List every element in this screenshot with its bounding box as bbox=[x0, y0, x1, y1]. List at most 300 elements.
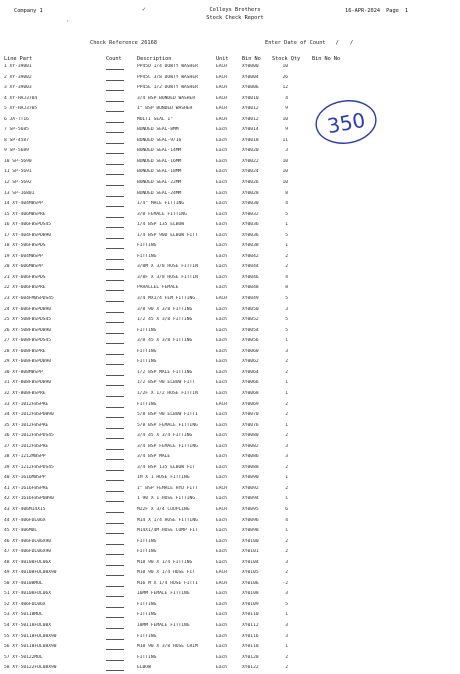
table-row bbox=[0, 357, 460, 368]
row-stock-qty: 3 bbox=[285, 622, 288, 628]
table-row bbox=[0, 62, 460, 73]
row-part: 4 XY-HAJ3704 bbox=[4, 95, 38, 101]
row-part: 33 XY-1012FBSPRE bbox=[4, 401, 49, 407]
count-entry-line[interactable] bbox=[106, 343, 124, 344]
row-stock-qty: 2 bbox=[285, 433, 288, 439]
count-entry-line[interactable] bbox=[106, 312, 124, 313]
row-unit: Each bbox=[216, 454, 228, 460]
row-unit: Each bbox=[216, 243, 228, 249]
count-entry-line[interactable] bbox=[106, 290, 124, 291]
row-part: 39 XY-1212FBSPDS45 bbox=[4, 464, 54, 470]
row-part: 52 XY-406FDL06X bbox=[4, 601, 46, 607]
row-part: 43 XY-406M14X15 bbox=[4, 506, 46, 512]
count-entry-line[interactable] bbox=[106, 628, 124, 629]
row-description: FITTING bbox=[137, 327, 157, 333]
col-description: Description bbox=[137, 56, 172, 62]
col-stock-qty: Stock Qty bbox=[272, 56, 301, 62]
count-entry-line[interactable] bbox=[106, 227, 124, 228]
count-entry-line[interactable] bbox=[106, 607, 124, 608]
row-unit: Each bbox=[216, 253, 228, 259]
row-stock-qty: 4 bbox=[285, 274, 288, 280]
row-bin: XY0042 bbox=[242, 253, 259, 259]
row-stock-qty: 9 bbox=[285, 127, 288, 133]
count-entry-line[interactable] bbox=[106, 470, 124, 471]
row-unit: EACH bbox=[216, 401, 228, 407]
row-unit: Each bbox=[216, 359, 228, 365]
table-row bbox=[0, 494, 460, 505]
row-part: 12 SP-5692 bbox=[4, 180, 32, 186]
table-row bbox=[0, 146, 460, 157]
table-row bbox=[0, 410, 460, 421]
row-description: BONDED SEAL-8MM bbox=[137, 127, 179, 133]
row-part: 5 XY-HAJ3705 bbox=[4, 106, 38, 112]
table-row bbox=[0, 305, 460, 316]
row-bin: XY0090 bbox=[242, 475, 259, 481]
row-unit: Each bbox=[216, 232, 228, 238]
row-bin: XY0116 bbox=[242, 633, 259, 639]
row-bin: XY0106 bbox=[242, 580, 259, 586]
row-stock-qty: 5 bbox=[285, 296, 288, 302]
count-entry-line[interactable] bbox=[106, 596, 124, 597]
table-row bbox=[0, 368, 460, 379]
row-bin: XY0060 bbox=[242, 348, 259, 354]
row-part: 19 XY-604MBSPP bbox=[4, 253, 43, 259]
row-description: PP45E 1/2 DOWTY WASHER bbox=[137, 85, 198, 91]
row-description: 3/8 45 X 3/8 FITTING bbox=[137, 338, 193, 344]
row-bin: XY0048 bbox=[242, 285, 259, 291]
row-bin: XY0032 bbox=[242, 211, 259, 217]
row-part: 22 XY-606FBSPRE bbox=[4, 285, 46, 291]
table-row bbox=[0, 378, 460, 389]
row-part: 8 SP-4587 bbox=[4, 137, 29, 143]
row-stock-qty: 8 bbox=[285, 285, 288, 291]
table-row bbox=[0, 537, 460, 548]
row-bin: XY0010 bbox=[242, 95, 259, 101]
row-stock-qty: 2 bbox=[285, 412, 288, 418]
table-row bbox=[0, 452, 460, 463]
row-bin: XY0120 bbox=[242, 654, 259, 660]
report-heading bbox=[160, 6, 310, 22]
row-description: 1/2 BSP 90 ELBOW FITT bbox=[137, 380, 196, 386]
row-stock-qty: 2 bbox=[285, 654, 288, 660]
row-unit: Each bbox=[216, 137, 228, 143]
count-entry-line[interactable] bbox=[106, 111, 124, 112]
row-part: 31 XY-808FBSPDB90 bbox=[4, 380, 52, 386]
row-bin: XY0068 bbox=[242, 390, 259, 396]
row-bin: XY0004 bbox=[242, 74, 259, 80]
table-row bbox=[0, 283, 460, 294]
row-stock-qty: 1 bbox=[285, 338, 288, 344]
count-entry-line[interactable] bbox=[106, 206, 124, 207]
row-unit: Each bbox=[216, 317, 228, 323]
count-entry-line[interactable] bbox=[106, 217, 124, 218]
count-entry-line[interactable] bbox=[106, 364, 124, 365]
row-unit: Each bbox=[216, 327, 228, 333]
count-entry-line[interactable] bbox=[106, 480, 124, 481]
row-description: 1M X 1 HOSE FITTING bbox=[137, 475, 190, 481]
row-stock-qty: 10 bbox=[282, 64, 288, 69]
count-entry-line[interactable] bbox=[106, 512, 124, 513]
row-stock-qty: 4 bbox=[285, 517, 288, 523]
row-description: BONDED SEAL-24MM bbox=[137, 190, 182, 196]
table-row bbox=[0, 125, 460, 136]
row-description: MULTI SEAL 1" bbox=[137, 116, 173, 122]
row-stock-qty: 5 bbox=[285, 327, 288, 333]
table-row bbox=[0, 516, 460, 527]
row-stock-qty: 5 bbox=[285, 211, 288, 217]
row-description: FITTING bbox=[137, 348, 157, 354]
row-unit: Each bbox=[216, 285, 228, 291]
count-entry-line[interactable] bbox=[106, 80, 124, 81]
annotation-text: 350 bbox=[325, 107, 368, 139]
row-stock-qty: 10 bbox=[282, 169, 288, 175]
row-description: PP45C 3/8 DOWTY WASHER bbox=[137, 74, 198, 80]
table-row bbox=[0, 484, 460, 495]
count-entry-line[interactable] bbox=[106, 375, 124, 376]
table-row bbox=[0, 568, 460, 579]
row-part: 17 XY-404FBSPDB90 bbox=[4, 232, 52, 238]
row-unit: Each bbox=[216, 443, 228, 449]
enter-date-field[interactable]: / / bbox=[335, 40, 358, 46]
table-row bbox=[0, 431, 460, 442]
row-stock-qty: 1 bbox=[285, 644, 288, 650]
row-stock-qty: 12 bbox=[282, 85, 288, 91]
row-bin: XY0000 bbox=[242, 64, 259, 69]
row-description: 1" BSP BONDED WASHER bbox=[137, 106, 193, 112]
count-entry-line[interactable] bbox=[106, 196, 124, 197]
row-description: 3/8M X 3/8 HOSE FITTIN bbox=[137, 264, 198, 270]
count-entry-line[interactable] bbox=[106, 523, 124, 524]
row-unit: Each bbox=[216, 591, 228, 597]
count-entry-line[interactable] bbox=[106, 174, 124, 175]
row-description: 1/2F X 1/2 HOSE FITTIN bbox=[137, 390, 198, 396]
row-stock-qty: 2 bbox=[285, 264, 288, 270]
row-stock-qty: 10 bbox=[282, 158, 288, 164]
row-unit: EACH bbox=[216, 506, 228, 512]
row-bin: XY0056 bbox=[242, 338, 259, 344]
check-reference-label: Check Reference bbox=[90, 40, 138, 46]
row-part: 24 XY-606FBSPDB90 bbox=[4, 306, 52, 312]
table-row bbox=[0, 294, 460, 305]
row-stock-qty: 2 bbox=[285, 359, 288, 365]
count-entry-line[interactable] bbox=[106, 385, 124, 386]
row-bin: XY0054 bbox=[242, 327, 259, 333]
row-bin: XY0105 bbox=[242, 570, 259, 576]
count-entry-line[interactable] bbox=[106, 449, 124, 450]
table-row bbox=[0, 653, 460, 664]
row-part: 28 XY-608FBSPRE bbox=[4, 348, 46, 354]
row-description: 1 90 X 1 HOSE FITTING bbox=[137, 496, 196, 502]
count-entry-line[interactable] bbox=[106, 417, 124, 418]
business-name: Colleys Brothers bbox=[209, 7, 261, 13]
table-row bbox=[0, 610, 460, 621]
count-entry-line[interactable] bbox=[106, 670, 124, 671]
count-entry-line[interactable] bbox=[106, 354, 124, 355]
table-row bbox=[0, 442, 460, 453]
enter-date-label: Enter Date of Count bbox=[265, 40, 326, 46]
row-description: 1/4 BSP 90D ELBOW FITT bbox=[137, 232, 198, 238]
row-stock-qty: 9 bbox=[285, 106, 288, 112]
table-row bbox=[0, 220, 460, 231]
row-stock-qty: 1 bbox=[285, 528, 288, 534]
count-entry-line[interactable] bbox=[106, 322, 124, 323]
row-part: 27 XY-608FBSPDS45 bbox=[4, 338, 52, 344]
count-entry-line[interactable] bbox=[106, 259, 124, 260]
row-description: PARALLEL FEMALE bbox=[137, 285, 179, 291]
row-stock-qty: 11 bbox=[282, 137, 288, 143]
count-entry-line[interactable] bbox=[106, 153, 124, 154]
count-entry-line[interactable] bbox=[106, 122, 124, 123]
count-entry-line[interactable] bbox=[106, 280, 124, 281]
row-description: 3/4 BSP MALE bbox=[137, 454, 171, 460]
row-unit: Each bbox=[216, 665, 228, 671]
row-part: 40 XY-1616MBSPP bbox=[4, 475, 46, 481]
row-bin: XY0046 bbox=[242, 274, 259, 280]
row-description: ELBOW bbox=[137, 665, 151, 671]
table-row bbox=[0, 252, 460, 263]
row-bin: XY0088 bbox=[242, 464, 259, 470]
row-part: 20 XY-606MBSPP bbox=[4, 264, 43, 270]
row-bin: XY0012 bbox=[242, 116, 259, 122]
table-row bbox=[0, 210, 460, 221]
col-line-part: Line Part bbox=[4, 56, 33, 62]
count-entry-line[interactable] bbox=[106, 101, 124, 102]
row-stock-qty: 2 bbox=[285, 538, 288, 544]
col-unit: Unit bbox=[216, 56, 229, 62]
row-part: 32 XY-808FBSPRE bbox=[4, 390, 46, 396]
row-stock-qty: 5 bbox=[285, 317, 288, 323]
row-part: 50 XY-40108MDL bbox=[4, 580, 43, 586]
row-unit: Each bbox=[216, 180, 228, 186]
row-description: FITTING bbox=[137, 253, 157, 259]
table-row bbox=[0, 104, 460, 115]
row-stock-qty: -2 bbox=[282, 580, 288, 586]
count-entry-line[interactable] bbox=[106, 407, 124, 408]
row-stock-qty: 4 bbox=[285, 95, 288, 101]
table-row bbox=[0, 389, 460, 400]
row-bin: XY0110 bbox=[242, 612, 259, 618]
row-description: 3/4 BSP FEMALE FITTING bbox=[137, 443, 198, 449]
row-unit: Each bbox=[216, 390, 228, 396]
table-row bbox=[0, 347, 460, 358]
table-row bbox=[0, 199, 460, 210]
row-description: 5/8 BSP 90 ELBOW FITTI bbox=[137, 412, 198, 418]
row-stock-qty: 3 bbox=[285, 443, 288, 449]
table-row bbox=[0, 547, 460, 558]
count-entry-line[interactable] bbox=[106, 491, 124, 492]
count-entry-line[interactable] bbox=[106, 396, 124, 397]
company-label: Company 1 bbox=[14, 8, 43, 14]
count-entry-line[interactable] bbox=[106, 617, 124, 618]
row-bin: XY0018 bbox=[242, 137, 259, 143]
row-description: 16MM FEMALE FITTING bbox=[137, 591, 190, 597]
row-description: FITTING bbox=[137, 401, 157, 407]
col-count: Count bbox=[106, 56, 122, 62]
row-description: 3/4 45 X 3/4 FITTING bbox=[137, 433, 193, 439]
count-entry-line[interactable] bbox=[106, 438, 124, 439]
count-entry-line[interactable] bbox=[106, 69, 124, 70]
row-bin: XY0122 bbox=[242, 665, 259, 671]
row-part: 37 XY-1012FBSPRE bbox=[4, 443, 49, 449]
row-bin: XY0030 bbox=[242, 201, 259, 207]
enter-date-of-count bbox=[265, 40, 357, 46]
row-description: FITTING bbox=[137, 612, 157, 618]
row-bin: XY0070 bbox=[242, 412, 259, 418]
report-title: Stock Check Report bbox=[206, 15, 264, 21]
row-unit: EACH bbox=[216, 95, 228, 101]
count-entry-line[interactable] bbox=[106, 248, 124, 249]
row-description: PP45D 1/4 DOWTY WASHER bbox=[137, 64, 198, 69]
count-entry-line[interactable] bbox=[106, 660, 124, 661]
row-stock-qty: 1 bbox=[285, 380, 288, 386]
row-description: M14X1/4M HOSE COMP FIT bbox=[137, 528, 198, 534]
count-entry-line[interactable] bbox=[106, 501, 124, 502]
row-description: M18 90 X 1/4 HOSE FIT bbox=[137, 570, 196, 576]
row-unit: EACH bbox=[216, 64, 228, 69]
row-stock-qty: 3 bbox=[285, 591, 288, 597]
row-bin: XY0028 bbox=[242, 190, 259, 196]
table-row bbox=[0, 157, 460, 168]
count-entry-line[interactable] bbox=[106, 90, 124, 91]
row-bin: XY0022 bbox=[242, 158, 259, 164]
count-entry-line[interactable] bbox=[106, 586, 124, 587]
row-part: 57 XY-50122MDL bbox=[4, 654, 43, 660]
table-row bbox=[0, 326, 460, 337]
row-description: M22F X 3/4 COUPLING bbox=[137, 506, 190, 512]
count-entry-line[interactable] bbox=[106, 143, 124, 144]
row-description: FITTING bbox=[137, 633, 157, 639]
row-part: 53 XY-50118MDL bbox=[4, 612, 43, 618]
count-entry-line[interactable] bbox=[106, 565, 124, 566]
row-stock-qty: 3 bbox=[285, 633, 288, 639]
row-part: 6 JA-TT16 bbox=[4, 116, 29, 122]
row-part: 56 XY-50118FDL08X90 bbox=[4, 644, 57, 650]
row-unit: EACH bbox=[216, 485, 228, 491]
check-reference-value: 26168 bbox=[141, 40, 157, 46]
row-unit: EACH bbox=[216, 580, 228, 586]
count-entry-line[interactable] bbox=[106, 459, 124, 460]
count-entry-line[interactable] bbox=[106, 164, 124, 165]
row-description: FITTING bbox=[137, 538, 157, 544]
row-bin: XY0109 bbox=[242, 601, 259, 607]
row-bin: XY0064 bbox=[242, 369, 259, 375]
table-row bbox=[0, 400, 460, 411]
row-unit: EACH bbox=[216, 106, 228, 112]
row-stock-qty: 1 bbox=[285, 475, 288, 481]
count-entry-line[interactable] bbox=[106, 533, 124, 534]
row-description: 3/8 90 X 3/8 FITTING bbox=[137, 306, 193, 312]
row-bin: XY0014 bbox=[242, 127, 259, 133]
row-unit: Each bbox=[216, 369, 228, 375]
table-row bbox=[0, 589, 460, 600]
count-entry-line[interactable] bbox=[106, 132, 124, 133]
count-entry-line[interactable] bbox=[106, 301, 124, 302]
count-entry-line[interactable] bbox=[106, 238, 124, 239]
row-part: 25 XY-508FBSPDS45 bbox=[4, 317, 52, 323]
row-unit: Each bbox=[216, 464, 228, 470]
row-stock-qty: 2 bbox=[285, 665, 288, 671]
row-unit: Each bbox=[216, 306, 228, 312]
page-label: Page bbox=[386, 8, 399, 14]
row-bin: XY0082 bbox=[242, 443, 259, 449]
row-unit: EACH bbox=[216, 570, 228, 576]
row-description: M18 90 X 1/4 FITTING bbox=[137, 559, 193, 565]
table-row bbox=[0, 473, 460, 484]
handwritten-annotation bbox=[312, 96, 382, 148]
row-part: 42 XY-1616FBSPDB90 bbox=[4, 496, 54, 502]
count-entry-line[interactable] bbox=[106, 544, 124, 545]
row-part: 54 XY-50118FDL08X bbox=[4, 622, 52, 628]
count-entry-line[interactable] bbox=[106, 639, 124, 640]
row-bin: XY0024 bbox=[242, 169, 259, 175]
row-bin: XY0080 bbox=[242, 433, 259, 439]
row-part: 29 XY-608FBSPDB90 bbox=[4, 359, 52, 365]
row-stock-qty: 2 bbox=[285, 570, 288, 576]
row-bin: XY0049 bbox=[242, 296, 259, 302]
row-part: 21 XY-606FBSPDS bbox=[4, 274, 46, 280]
row-stock-qty: 2 bbox=[285, 253, 288, 259]
row-bin: XY0092 bbox=[242, 485, 259, 491]
row-stock-qty: 2 bbox=[285, 369, 288, 375]
count-entry-line[interactable] bbox=[106, 575, 124, 576]
row-description: 5/8 BSP FEMALE FITTING bbox=[137, 422, 198, 428]
row-description: 1/4 BSP 135 ELBOW bbox=[137, 222, 185, 228]
count-entry-line[interactable] bbox=[106, 428, 124, 429]
row-part: 30 XY-808MBSPP bbox=[4, 369, 43, 375]
row-description: FITTING bbox=[137, 601, 157, 607]
count-entry-line[interactable] bbox=[106, 269, 124, 270]
row-stock-qty: 3 bbox=[285, 454, 288, 460]
row-unit: Each bbox=[216, 211, 228, 217]
row-unit: Each bbox=[216, 158, 228, 164]
row-description: 1" BSP FEMALE HYD FITT bbox=[137, 485, 198, 491]
row-stock-qty: 1 bbox=[285, 222, 288, 228]
count-entry-line[interactable] bbox=[106, 333, 124, 334]
report-date: 16-APR-2024 bbox=[345, 8, 381, 14]
row-unit: Each bbox=[216, 169, 228, 175]
row-bin: XY0104 bbox=[242, 559, 259, 565]
row-unit: Each bbox=[216, 517, 228, 523]
dot-mark-icon: · bbox=[66, 18, 70, 25]
row-bin: XY0069 bbox=[242, 401, 259, 407]
row-unit: EACH bbox=[216, 85, 228, 91]
row-bin: XY0062 bbox=[242, 359, 259, 365]
count-entry-line[interactable] bbox=[106, 554, 124, 555]
row-unit: Each bbox=[216, 538, 228, 544]
row-part: 1 XY-39001 bbox=[4, 64, 32, 69]
table-row bbox=[0, 262, 460, 273]
row-stock-qty: 2 bbox=[285, 464, 288, 470]
row-description: 1/2 45 X 3/8 FITTING bbox=[137, 317, 193, 323]
row-bin: XY0044 bbox=[242, 264, 259, 270]
table-row bbox=[0, 115, 460, 126]
row-unit: Each bbox=[216, 528, 228, 534]
row-part: 36 XY-1012FBSPDS45 bbox=[4, 433, 54, 439]
row-unit: Each bbox=[216, 622, 228, 628]
row-description: M16 M X 1/4 HOSE FITTI bbox=[137, 580, 198, 586]
row-stock-qty: 4 bbox=[285, 201, 288, 207]
table-row bbox=[0, 526, 460, 537]
row-unit: Each bbox=[216, 496, 228, 502]
table-row bbox=[0, 136, 460, 147]
row-part: 23 XY-604FMBSPDS45 bbox=[4, 296, 54, 302]
count-entry-line[interactable] bbox=[106, 185, 124, 186]
row-description: 1/4" MALE FITTING bbox=[137, 201, 185, 207]
row-stock-qty: 10 bbox=[282, 116, 288, 122]
row-bin: XY0094 bbox=[242, 496, 259, 502]
row-part: 26 XY-508FBSPDB90 bbox=[4, 327, 52, 333]
row-description: 3/4 MX1/4 FEM FITTING bbox=[137, 296, 196, 302]
